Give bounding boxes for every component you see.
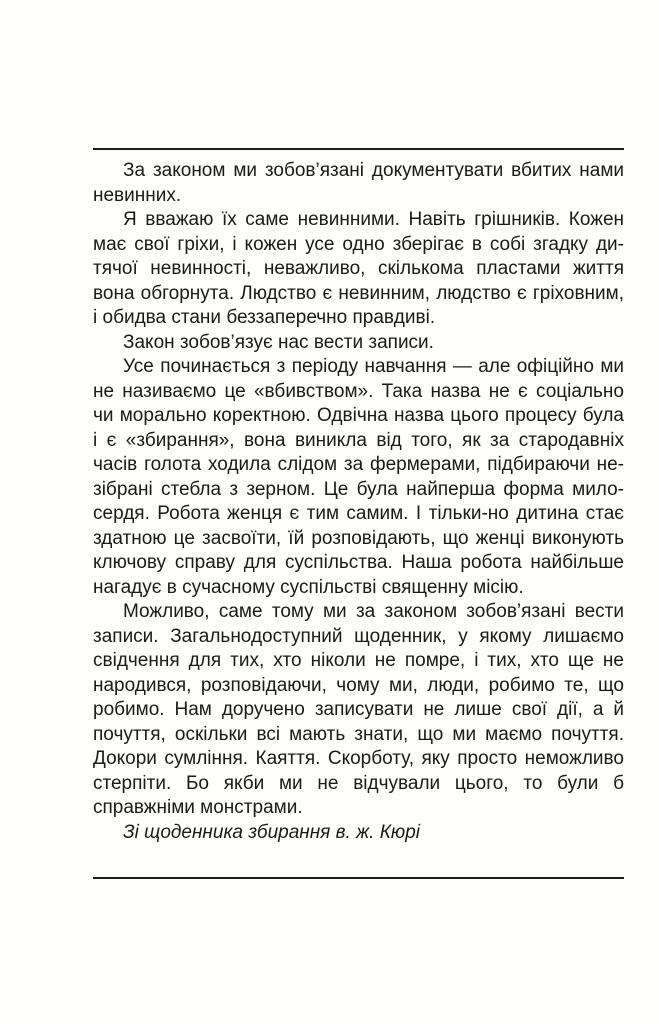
epigraph-paragraph-2: Я вважаю їх саме невинними. Навіть грішників. Кожен має свої гріхи, і кожен усе одно зберігає в собі згадку дитячої невинності, неважливо, скількома пластами життя вона обгорнута. Людство є невинним, людство є гріховним, і обидва стани беззаперечно правдиві. xyxy=(93,209,624,328)
epigraph-paragraph-3: Закон зобов’язує нас вести записи. xyxy=(123,331,434,353)
epigraph-paragraph-1: За законом ми зобов’язані документувати вбитих нами невинних. xyxy=(93,160,624,206)
epigraph-paragraph-5: Можливо, саме тому ми за законом зобов’язані вести записи. Загальнодоступний щоденник, у якому лишаємо свідчення для тих, хто ніколи не помре, і тих, хто ще не народився, розповідаючи, чому ми, люди, робимо те, що робимо. Нам доручено записувати не лише свої дії, а й почуття, оскільки всі мають знати, що ми маємо почуття. Докори сумління. Каяття. Скорботу, яку просто неможливо стерпіти. Бо якби ми не відчували цього, то були б справжніми монстрами. xyxy=(93,601,624,818)
bottom-divider xyxy=(93,877,624,879)
top-divider xyxy=(93,148,624,150)
epigraph-block xyxy=(93,159,624,845)
epigraph-paragraph-4: Усе починається з періоду навчання — але офіційно ми не називаємо це «вбивством». Така назва не є соціально чи морально коректною. Одвічна назва цього процесу була і є «збирання», вона виникла від того, як за стародавніх часів голота ходила слідом за фермерами, підбираючи незібрані стебла з зерном. Це була найперша форма милосердя. Робота женця є тим самим. І тільки-но дитина стає здатною це засвоїти, їй розповідають, що женці виконують ключову справу для суспільства. Наша робота найбільше нагадує в сучасному суспільстві священну місію. xyxy=(93,356,624,598)
epigraph-attribution: Зі щоденника збирання в. ж. Кюрі xyxy=(123,821,420,843)
